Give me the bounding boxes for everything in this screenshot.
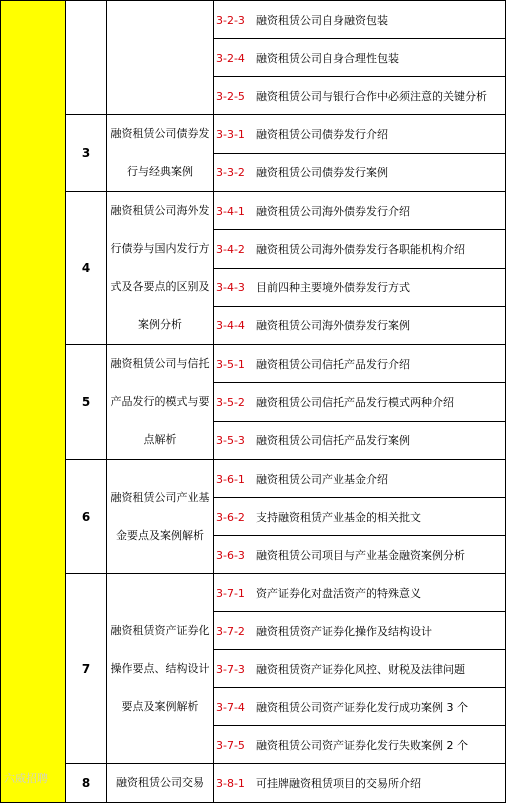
item-text: 融资租赁公司债券发行案例 [256,166,388,179]
group-number: 8 [66,764,107,803]
list-item [214,726,506,764]
list-item [214,230,506,268]
list-item [214,153,506,192]
item-text: 融资租赁公司自身合理性包装 [256,52,399,65]
group-number: 7 [66,574,107,764]
group-topic: 融资租赁公司产业基金要点及案例解析 [107,460,214,574]
table-row [1,1,506,39]
item-code: 3-6-2 [216,511,256,524]
yellow-column [1,1,66,803]
item-code: 3-4-2 [216,243,256,256]
item-code: 3-5-1 [216,358,256,371]
item-text: 融资租赁公司资产证券化发行失败案例 2 个 [256,739,468,752]
table-row [1,345,506,383]
group-number: 5 [66,345,107,460]
item-code: 3-4-4 [216,319,256,332]
group-topic: 融资租赁资产证券化操作要点、结构设计要点及案例解析 [107,574,214,764]
item-text: 融资租赁公司债券发行介绍 [256,128,388,141]
list-item [214,460,506,498]
item-code: 3-7-3 [216,663,256,676]
item-text: 融资租赁公司资产证券化发行成功案例 3 个 [256,701,468,714]
item-code: 3-6-1 [216,473,256,486]
item-text: 融资租赁公司海外债券发行各职能机构介绍 [256,243,465,256]
item-text: 融资租赁公司信托产品发行介绍 [256,358,410,371]
item-code: 3-7-5 [216,739,256,752]
item-code: 3-7-1 [216,587,256,600]
item-text: 融资租赁公司信托产品发行案例 [256,434,410,447]
item-code: 3-4-3 [216,281,256,294]
group-number [66,1,107,115]
item-code: 3-5-2 [216,396,256,409]
table-row [1,192,506,230]
item-text: 资产证券化对盘活资产的特殊意义 [256,587,421,600]
item-code: 3-2-4 [216,52,256,65]
group-topic: 融资租赁公司与信托产品发行的模式与要点解析 [107,345,214,460]
item-code: 3-2-3 [216,14,256,27]
list-item [214,688,506,726]
list-item [214,39,506,77]
item-text: 融资租赁资产证券化风控、财税及法律问题 [256,663,465,676]
item-text: 融资租赁公司信托产品发行模式两种介绍 [256,396,454,409]
list-item [214,306,506,344]
item-code: 3-6-3 [216,549,256,562]
table-row [1,460,506,498]
list-item [214,77,506,115]
item-code: 3-7-2 [216,625,256,638]
item-code: 3-8-1 [216,777,256,790]
list-item [214,345,506,383]
group-number: 3 [66,115,107,192]
list-item [214,1,506,39]
list-item [214,421,506,459]
list-item [214,650,506,688]
item-text: 融资租赁公司产业基金介绍 [256,473,388,486]
item-code: 3-3-2 [216,166,256,179]
list-item [214,612,506,650]
watermark: 六威招聘 [4,770,48,786]
group-number: 4 [66,192,107,345]
table-row [1,574,506,612]
group-topic [107,1,214,115]
item-text: 融资租赁公司海外债券发行案例 [256,319,410,332]
item-text: 目前四种主要境外债券发行方式 [256,281,410,294]
list-item [214,192,506,230]
item-code: 3-2-5 [216,90,256,103]
list-item [214,383,506,421]
list-item [214,764,506,803]
item-text: 融资租赁公司项目与产业基金融资案例分析 [256,549,465,562]
list-item [214,536,506,574]
item-text: 融资租赁公司自身融资包装 [256,14,388,27]
group-number: 6 [66,460,107,574]
item-text: 融资租赁公司与银行合作中必须注意的关键分析 [256,90,487,103]
group-topic: 融资租赁公司交易 [107,764,214,803]
item-code: 3-3-1 [216,128,256,141]
group-topic: 融资租赁公司债券发行与经典案例 [107,115,214,192]
item-code: 3-5-3 [216,434,256,447]
item-text: 支持融资租赁产业基金的相关批文 [256,511,421,524]
list-item [214,268,506,306]
list-item [214,574,506,612]
table-row [1,764,506,803]
item-text: 融资租赁资产证券化操作及结构设计 [256,625,432,638]
group-topic: 融资租赁公司海外发行债券与国内发行方式及各要点的区别及案例分析 [107,192,214,345]
item-code: 3-4-1 [216,205,256,218]
table-row [1,115,506,154]
item-text: 融资租赁公司海外债券发行介绍 [256,205,410,218]
item-text: 可挂牌融资租赁项目的交易所介绍 [256,777,421,790]
list-item [214,498,506,536]
list-item [214,115,506,154]
item-code: 3-7-4 [216,701,256,714]
